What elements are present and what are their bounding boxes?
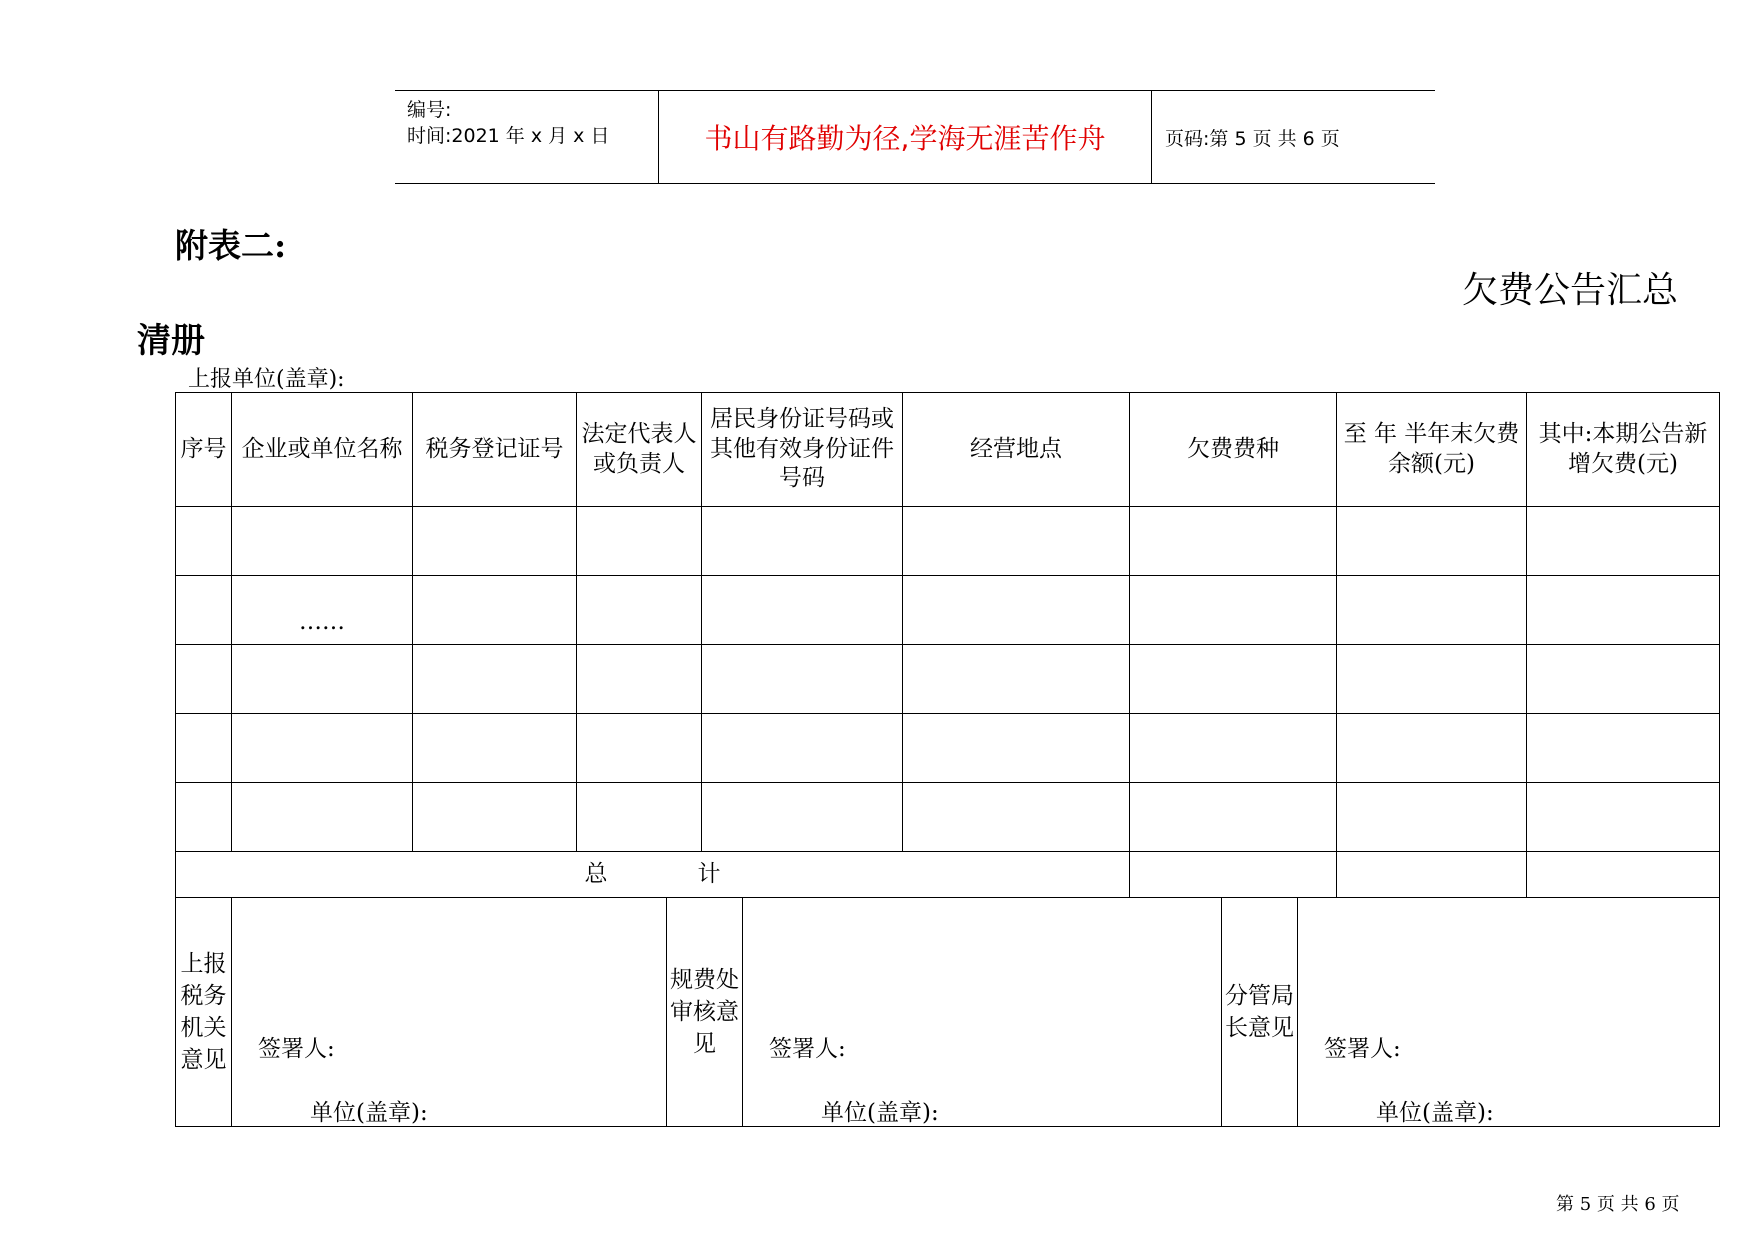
header-business-address: 经营地点 xyxy=(903,393,1130,507)
table-cell[interactable] xyxy=(702,645,903,714)
unit-seal-label: 单位(盖章): xyxy=(1376,1100,1494,1126)
total-cell[interactable] xyxy=(1527,852,1720,898)
arrears-table xyxy=(175,392,1720,898)
table-cell[interactable] xyxy=(1337,783,1527,852)
table-cell[interactable] xyxy=(577,645,702,714)
table-cell[interactable] xyxy=(903,645,1130,714)
table-cell[interactable] xyxy=(1130,714,1337,783)
table-cell[interactable] xyxy=(1130,645,1337,714)
page-title-continued: 清册 xyxy=(137,321,205,361)
table-cell[interactable] xyxy=(702,576,903,645)
total-label-1: 总 xyxy=(584,860,608,887)
signer-label: 签署人: xyxy=(1324,1036,1401,1062)
approval-row xyxy=(176,898,1720,1127)
document-date: 时间:2021 年 x 月 x 日 xyxy=(407,125,610,147)
table-row xyxy=(176,645,1720,714)
header-seq: 序号 xyxy=(176,393,232,507)
table-cell[interactable] xyxy=(232,645,413,714)
table-cell[interactable] xyxy=(1527,645,1720,714)
table-cell[interactable] xyxy=(1337,714,1527,783)
total-cell[interactable] xyxy=(1337,852,1527,898)
header-id-number: 居民身份证号码或其他有效身份证件号码 xyxy=(702,393,903,507)
table-cell[interactable] xyxy=(1527,576,1720,645)
approval-table xyxy=(175,897,1720,1127)
table-cell[interactable] xyxy=(1527,783,1720,852)
table-cell[interactable] xyxy=(413,576,577,645)
header-arrears-balance: 至 年 半年末欠费余额(元) xyxy=(1337,393,1527,507)
table-cell[interactable] xyxy=(413,507,577,576)
header-company-name: 企业或单位名称 xyxy=(232,393,413,507)
header-tax-registration: 税务登记证号 xyxy=(413,393,577,507)
table-cell[interactable] xyxy=(903,714,1130,783)
table-cell[interactable] xyxy=(232,507,413,576)
table-cell[interactable] xyxy=(413,783,577,852)
table-cell[interactable] xyxy=(702,507,903,576)
signer-label: 签署人: xyxy=(258,1036,335,1062)
table-cell[interactable] xyxy=(232,576,413,645)
header-motto: 书山有路勤为径,学海无涯苦作舟 xyxy=(659,91,1152,183)
table-cell[interactable] xyxy=(577,783,702,852)
total-row xyxy=(176,852,1720,898)
table-cell[interactable] xyxy=(1130,576,1337,645)
table-cell[interactable] xyxy=(1130,783,1337,852)
table-cell[interactable] xyxy=(176,576,232,645)
header-left-cell xyxy=(395,91,659,183)
total-cell[interactable] xyxy=(1130,852,1337,898)
dept-review-opinion-cell[interactable] xyxy=(743,898,1222,1127)
header-new-arrears: 其中:本期公告新增欠费(元) xyxy=(1527,393,1720,507)
table-cell[interactable] xyxy=(702,783,903,852)
table-cell[interactable] xyxy=(577,507,702,576)
table-cell[interactable] xyxy=(176,645,232,714)
table-cell[interactable] xyxy=(903,783,1130,852)
table-cell[interactable] xyxy=(1337,645,1527,714)
table-cell[interactable] xyxy=(232,783,413,852)
bureau-chief-opinion-label: 分管局长意见 xyxy=(1222,898,1298,1127)
header-fee-type: 欠费费种 xyxy=(1130,393,1337,507)
table-cell[interactable] xyxy=(577,714,702,783)
table-cell[interactable] xyxy=(577,576,702,645)
table-header-row xyxy=(176,393,1720,507)
table-cell[interactable] xyxy=(413,645,577,714)
table-cell[interactable] xyxy=(176,714,232,783)
table-cell[interactable] xyxy=(1527,714,1720,783)
table-row xyxy=(176,714,1720,783)
ellipsis-text: …… xyxy=(299,609,345,636)
unit-seal-label: 单位(盖章): xyxy=(310,1100,428,1126)
table-cell[interactable] xyxy=(232,714,413,783)
tax-office-opinion-label: 上报税务机关意见 xyxy=(176,898,232,1127)
dept-review-opinion-label: 规费处审核意见 xyxy=(667,898,743,1127)
table-cell[interactable] xyxy=(176,783,232,852)
total-label-cell xyxy=(176,852,1130,898)
table-cell[interactable] xyxy=(702,714,903,783)
header-legal-representative: 法定代表人或负责人 xyxy=(577,393,702,507)
table-cell[interactable] xyxy=(903,576,1130,645)
table-cell[interactable] xyxy=(1337,576,1527,645)
table-row xyxy=(176,507,1720,576)
table-cell[interactable] xyxy=(176,507,232,576)
signer-label: 签署人: xyxy=(769,1036,846,1062)
table-cell[interactable] xyxy=(1130,507,1337,576)
table-cell[interactable] xyxy=(1337,507,1527,576)
table-cell[interactable] xyxy=(903,507,1130,576)
page-title: 欠费公告汇总 xyxy=(1462,270,1679,311)
table-row xyxy=(176,576,1720,645)
page-header xyxy=(395,90,1435,184)
tax-office-opinion-cell[interactable] xyxy=(232,898,667,1127)
unit-seal-label: 单位(盖章): xyxy=(821,1100,939,1126)
table-cell[interactable] xyxy=(1527,507,1720,576)
report-unit-label: 上报单位(盖章): xyxy=(188,367,345,392)
page-footer: 第 5 页 共 6 页 xyxy=(1556,1194,1680,1215)
table-cell[interactable] xyxy=(413,714,577,783)
document-number-label: 编号: xyxy=(407,99,452,121)
bureau-chief-opinion-cell[interactable] xyxy=(1298,898,1720,1127)
annex-label: 附表二: xyxy=(175,226,287,265)
total-label-2: 计 xyxy=(697,860,721,887)
table-row xyxy=(176,783,1720,852)
header-page-code: 页码:第 5 页 共 6 页 xyxy=(1165,127,1340,150)
